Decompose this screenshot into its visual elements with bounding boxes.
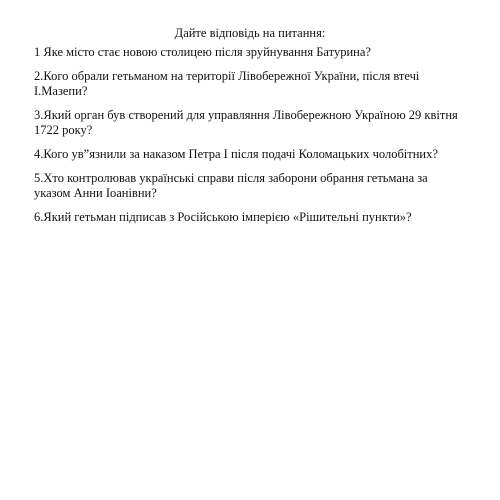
question-6 — [34, 210, 466, 225]
question-5-line-2: указом Анни Іоанівни? — [34, 186, 157, 200]
question-list — [34, 45, 466, 234]
question-2-line-1: 2.Кого обрали гетьманом на території Лівобережної України, після втечі — [34, 69, 420, 83]
question-1-line-1: 1 Яке місто стає новою столицею після зруйнування Батурина? — [34, 45, 371, 59]
question-5-line-1: 5.Хто контролював українські справи після заборони обрання гетьмана за — [34, 171, 428, 185]
question-1 — [34, 45, 466, 60]
question-2-line-2: І.Мазепи? — [34, 84, 88, 98]
question-3 — [34, 108, 466, 138]
question-4 — [34, 147, 466, 162]
question-5 — [34, 171, 466, 201]
question-4-line-1: 4.Кого ув”язнили за наказом Петра І після подачі Коломацьких чолобітних? — [34, 147, 438, 161]
question-6-line-1: 6.Який гетьман підписав з Російською імперією «Рішительні пункти»? — [34, 210, 412, 224]
question-3-line-1: 3.Який орган був створений для управляння Лівобережною Україною 29 квітня — [34, 108, 458, 122]
question-2 — [34, 69, 466, 99]
page-title: Дайте відповідь на питання: — [174, 26, 326, 40]
question-3-line-2: 1722 року? — [34, 123, 93, 137]
